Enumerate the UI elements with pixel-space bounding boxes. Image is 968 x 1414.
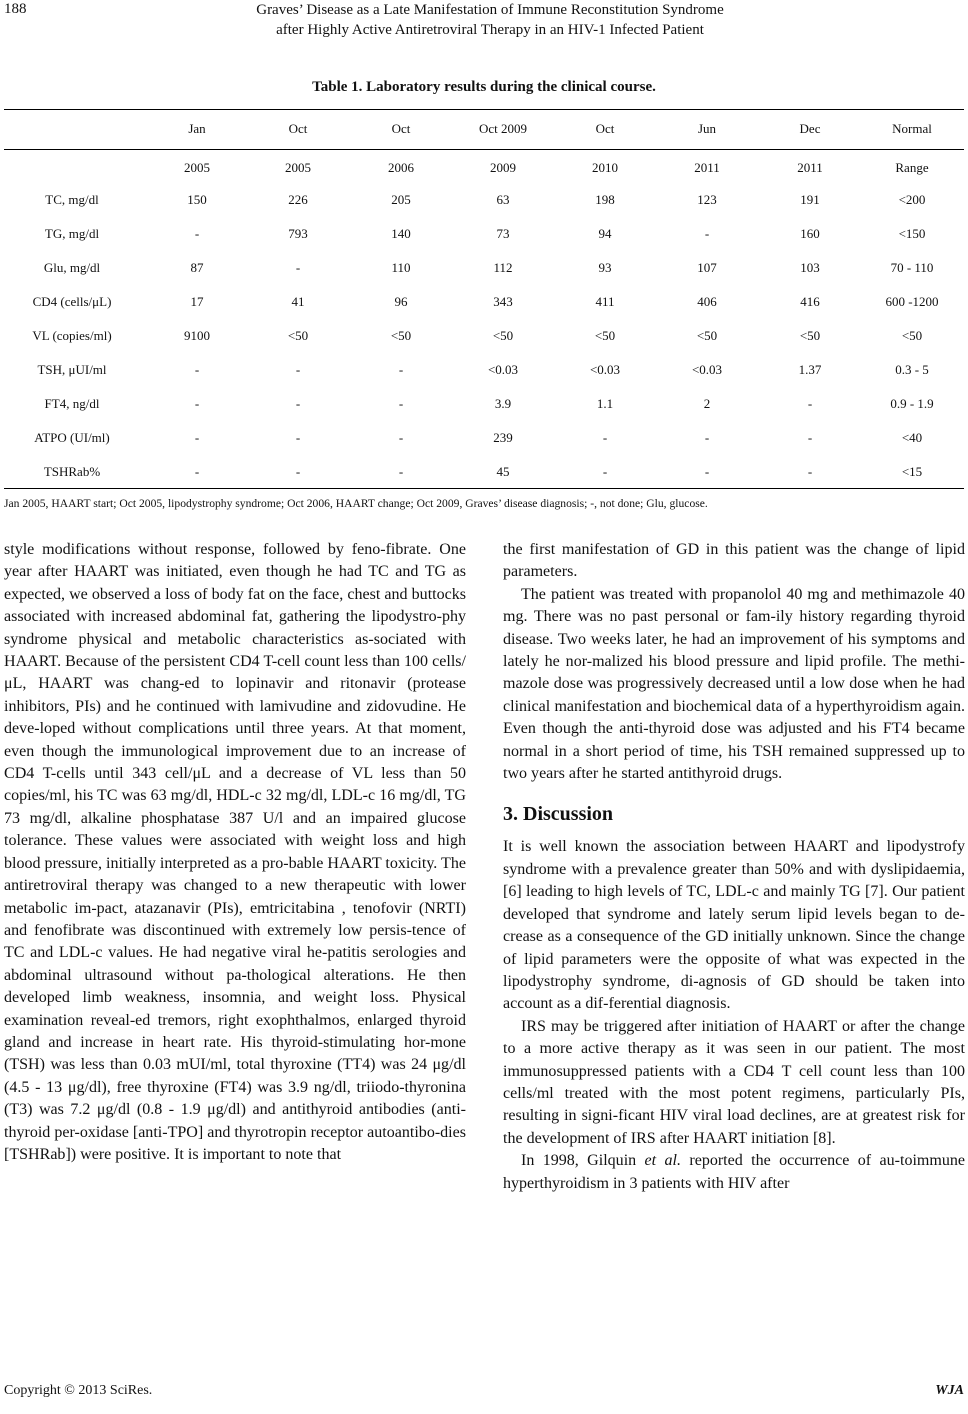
table-cell: - [295,464,301,479]
table-cell: 0.9 - 1.9 [890,396,934,411]
table-cell: 198 [595,192,615,207]
table-cell: - [807,464,813,479]
left-column [4,539,466,1166]
table-cell: <50 [696,328,718,343]
table-cell: 226 [288,192,308,207]
table-cell: 411 [595,294,615,309]
table-cell: Jun [697,121,717,136]
row-label-cell: CD4 (cells/μL) [32,294,112,309]
table-header-rule [4,149,964,150]
table-cell: Oct 2009 [478,121,528,136]
table-cell: Range [895,160,929,175]
body-text: reported the occurrence of au-toimmune hyperthyroidism in 3 patients with HIV after [503,1152,966,1192]
table-cell: - [295,430,301,445]
table-cell: - [295,362,301,377]
table-cell: 103 [800,260,820,275]
table-cell: <0.03 [589,362,621,377]
table-cell: 600 -1200 [885,294,939,309]
running-title-line2: after Highly Active Antiretroviral Therapy in an HIV-1 Infected Patient [276,22,704,38]
page-number: 188 [4,1,27,17]
table-cell: 63 [496,192,510,207]
copyright-footer: Copyright © 2013 SciRes. [4,1383,153,1398]
table-cell: 17 [190,294,204,309]
table-cell: Oct [391,121,411,136]
italic-text: et al. [644,1152,681,1170]
table-cell: 3.9 [494,396,512,411]
table-cell: <0.03 [691,362,723,377]
table-cell: - [398,396,404,411]
table-cell: - [704,464,710,479]
table-header-row [0,121,968,141]
table-top-rule [4,109,964,110]
row-label-cell: ATPO (UI/ml) [34,430,110,445]
table-cell: 150 [187,192,207,207]
table-row [0,362,968,382]
table-cell: - [704,226,710,241]
table-cell: 140 [391,226,411,241]
running-title [190,0,790,40]
table-cell: - [295,396,301,411]
row-label-cell: Glu, mg/dl [43,260,101,275]
table-cell: <200 [898,192,926,207]
right-column [503,539,965,1195]
table-cell: 94 [598,226,612,241]
table-cell: 2009 [490,160,516,175]
table-cell: - [398,430,404,445]
table-row [0,260,968,280]
table-cell: Normal [892,121,932,136]
table-cell: <40 [901,430,923,445]
table-row [0,294,968,314]
body-paragraph: The patient was treated with propanolol 40 mg and methimazole 40 mg. There was no past personal or fam-ily history regarding thyroid disease. Two weeks later, he had an improvement of his symptoms and lately he nor-malized his blood pressure and lipid profile. The methi-mazole dose was progressively decreased until a low dose when he had clinical manifestation and biochemical data of a hyperthyroidism again. Even though the anti-thyroid dose was adjusted and his FT4 became normal in a short period of time, his TSH remained suppressed up to two years after he started antithyroid drugs. [503,585,965,783]
row-label-cell: TSHRab% [43,464,101,479]
table-cell: - [704,430,710,445]
body-paragraph: the first manifestation of GD in this patient was the change of lipid parameters. [503,541,965,581]
table-cell: - [194,362,200,377]
table-cell: 239 [493,430,513,445]
table-cell: 45 [496,464,510,479]
table-cell: 112 [493,260,513,275]
table-cell: 2005 [285,160,311,175]
table-caption: Table 1. Laboratory results during the clinical course. [312,79,656,95]
table-cell: 41 [291,294,305,309]
table-cell: 191 [800,192,820,207]
table-cell: 793 [288,226,308,241]
table-cell: 9100 [184,328,210,343]
table-cell: Oct [288,121,308,136]
table-cell: 2006 [388,160,414,175]
table-cell: 110 [391,260,411,275]
table-header-row [0,160,968,180]
table-cell: 416 [800,294,820,309]
table-cell: 93 [598,260,612,275]
table-cell: <50 [594,328,616,343]
table-cell: 1.1 [596,396,614,411]
table-row [0,464,968,484]
table-cell: 2010 [592,160,618,175]
table-cell: 1.37 [798,362,822,377]
table-row [0,192,968,212]
table-cell: 2011 [797,160,823,175]
running-title-line1: Graves’ Disease as a Late Manifestation of Immune Reconstitution Syndrome [256,2,724,18]
body-paragraph [503,1150,965,1195]
table-cell: 343 [493,294,513,309]
table-cell: <15 [901,464,923,479]
table-row [0,226,968,246]
table-cell: - [807,396,813,411]
row-label-cell: TG, mg/dl [44,226,100,241]
table-bottom-rule [4,488,964,489]
body-paragraph: IRS may be triggered after initiation of HAART or after the change to a more active therapy as it was seen in our patient. The most immunosuppressed patients with a CD4 T cell count less than 100 cells/ml treated with the most potent regimens, particularly PIs, resulting in signi-ficant HIV viral load declines, are at greatest risk for the development of IRS after HAART initiation [8]. [503,1017,965,1147]
table-cell: Dec [799,121,821,136]
table-cell: 87 [190,260,204,275]
table-cell: - [295,260,301,275]
table-cell: <50 [799,328,821,343]
table-cell: - [807,430,813,445]
table-cell: - [194,226,200,241]
body-text: In 1998, Gilquin [521,1152,645,1170]
table-row [0,430,968,450]
table-cell: 406 [697,294,717,309]
table-cell: - [194,430,200,445]
table-row [0,328,968,348]
table-cell: Jan [188,121,206,136]
table-cell: 123 [697,192,717,207]
table-cell: <50 [287,328,309,343]
table-cell: 2005 [184,160,210,175]
row-label-cell: FT4, ng/dl [44,396,100,411]
table-cell: - [194,396,200,411]
table-cell: 2011 [694,160,720,175]
journal-abbrev: WJA [935,1383,964,1398]
table-cell: <50 [492,328,514,343]
table-cell: 70 - 110 [890,260,934,275]
section-heading: 3. Discussion [503,803,614,826]
table-cell: 2 [703,396,711,411]
table-cell: <50 [901,328,923,343]
table-cell: 205 [391,192,411,207]
table-cell: 160 [800,226,820,241]
table-cell: <50 [390,328,412,343]
table-cell: 96 [394,294,408,309]
table-cell: - [602,430,608,445]
row-label-cell: TSH, μUI/ml [37,362,107,377]
table-cell: - [398,362,404,377]
table-cell: <150 [898,226,926,241]
table-cell: Oct [595,121,615,136]
table-cell: 73 [496,226,510,241]
table-footnote: Jan 2005, HAART start; Oct 2005, lipodystrophy syndrome; Oct 2006, HAART change; Oct 2009, Graves’ disease diagnosis; -, not done; Glu, glucose. [4,497,708,510]
row-label-cell: VL (copies/ml) [32,328,112,343]
table-row [0,396,968,416]
table-cell: 107 [697,260,717,275]
table-cell: - [602,464,608,479]
row-label-cell: TC, mg/dl [45,192,99,207]
table-cell: - [398,464,404,479]
table-cell: 0.3 - 5 [895,362,929,377]
table-cell: - [194,464,200,479]
body-paragraph: style modifications without response, followed by feno-fibrate. One year after HAART was initiated, even though he had TC and TG as expected, we observed a loss of body fat on the face, chest and buttocks associated with increased abdominal fat, gathering the lipodystro-phy syndrome physical and metabolic characteristics as-sociated with HAART. Because of the persistent CD4 T-cell count less than 100 cells/μL, HAART was chang-ed to lopinavir and ritonavir (protease inhibitors, PIs) and he continued with lamivudine and zidovudine. He deve-loped without complications until three years. At that moment, even though the immunological improvement due to an increase of CD4 T-cells until 343 cell/μL and a decrease of VL less than 50 copies/ml, his TC was 63 mg/dl, HDL-c 32 mg/dl, LDL-c 16 mg/dl, TG 73 mg/dl, alkaline phosphatase 387 U/l and an impaired glucose tolerance. These values were associated with weight loss and high blood pressure, initially interpreted as a pro-bable HAART toxicity. The antiretroviral therapy was changed to a new therapeutic with lower metabolic im-pact, atazanavir (PIs), emtricitabina , tenofovir (NRTI) and fenofibrate was discontinued with extremely low persis-tence of TC and LDL-c values. He had negative viral he-patitis serologies and abdominal ultrasound without pa-thological alterations. He then developed limb weakness, insomnia, and weight loss. Physical examination reveal-ed tremors, right exophthalmos, enlarged thyroid gland and increase in heart rate. His thyroid-stimulating hor-mone (TSH) was less than 0.03 mUI/ml, total thyroxine (TT4) was 24 μg/dl (4.5 - 13 μg/dl), free thyroxine (FT4) was 3.9 ng/dl, triiodo-thyronina (T3) was 7.2 μg/dl (0.8 - 1.9 μg/dl) and antithyroid antibodies (anti-thyroid per-oxidase [anti-TPO] and thyrotropin receptor autoantibo-dies [TSHRab]) were positive. It is important to note that [4,541,466,1163]
body-paragraph: It is well known the association between HAART and lipodystrofy syndrome with a prevalence greater than 50% and with dyslipidaemia, [6] leading to high levels of TC, LDL-c and mainly TG [7]. Our patient developed that syndrome and lately serum lipid levels began to de-crease as a consequence of the GD initially unknown. Since the change of lipid parameters were the opposite of what was expected in the lipodystrophy syndrome, di-agnosis of GD should be taken into account as a dif-ferential diagnosis. [503,838,965,1013]
table-cell: <0.03 [487,362,519,377]
